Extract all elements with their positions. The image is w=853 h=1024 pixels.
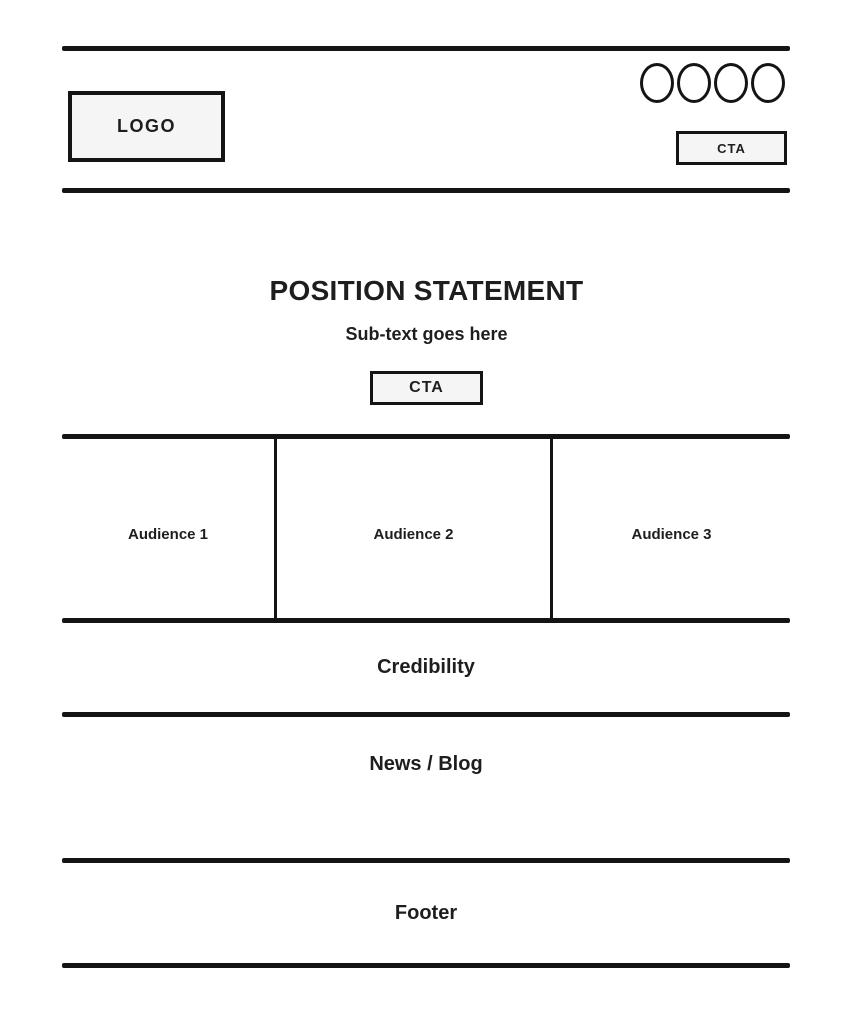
nav-circle-icon[interactable] [751, 63, 785, 103]
news-blog-label: News / Blog [369, 753, 483, 775]
nav-circle-icon[interactable] [714, 63, 748, 103]
hero-cta-label: CTA [409, 379, 444, 396]
footer-section [62, 863, 790, 963]
nav-circle-icon[interactable] [677, 63, 711, 103]
audience-card-label: Audience 1 [127, 526, 209, 543]
nav-circles [640, 63, 785, 103]
footer-bottom-line [62, 963, 790, 968]
logo-label: LOGO [117, 116, 176, 136]
credibility-section [62, 623, 790, 712]
hero-title: POSITION STATEMENT [269, 275, 584, 306]
audience-card-label: Audience 3 [631, 526, 712, 543]
nav-circle-icon[interactable] [640, 63, 674, 103]
header-top-line [62, 46, 790, 51]
audience-card-label: Audience 2 [373, 526, 454, 543]
footer-label: Footer [394, 901, 458, 924]
header-cta-label: CTA [717, 140, 746, 156]
header-bottom-line [62, 188, 790, 193]
credibility-label: Credibility [377, 656, 475, 678]
hero-cta-button[interactable] [370, 371, 483, 405]
news-blog-section [62, 717, 790, 858]
audience-card-3[interactable] [553, 439, 790, 618]
audience-section [62, 439, 790, 618]
audience-card-2[interactable] [277, 439, 550, 618]
logo-placeholder[interactable] [68, 91, 225, 162]
header-cta-button[interactable] [676, 131, 787, 165]
audience-card-1[interactable] [62, 439, 274, 618]
hero-subtitle: Sub-text goes here [345, 324, 508, 344]
